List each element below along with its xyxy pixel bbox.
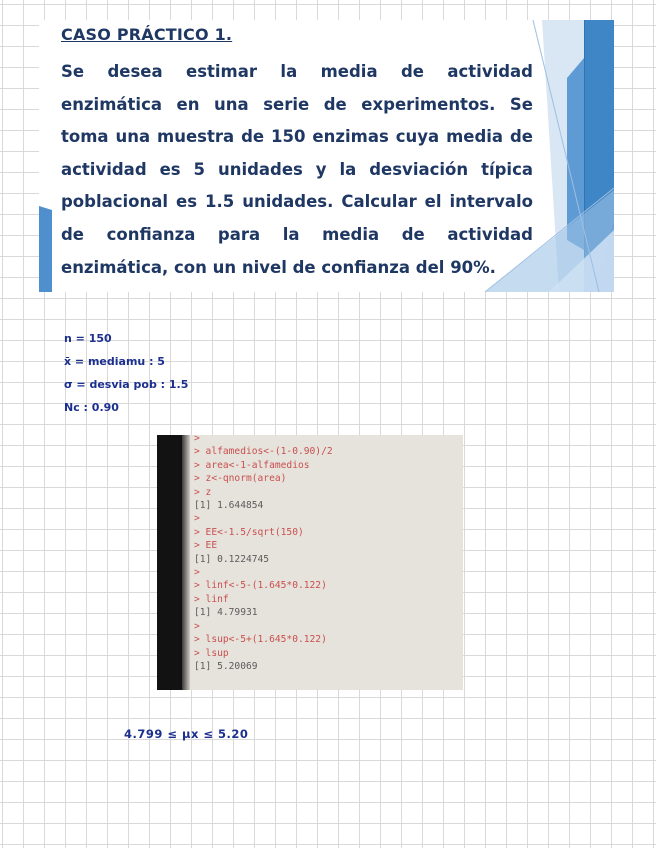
slide-text-block — [61, 25, 533, 284]
console-output — [194, 435, 333, 673]
console-command-line: > — [194, 620, 200, 632]
console-command-line: > z<-qnorm(area) — [194, 473, 287, 485]
console-command-line: > — [194, 435, 200, 444]
case-title: CASO PRÁCTICO 1. — [61, 25, 233, 44]
console-command-line: > — [194, 567, 200, 579]
console-result-line: [1] 5.20069 — [194, 660, 258, 672]
console-result-line: [1] 0.1224745 — [194, 553, 270, 565]
console-command-line: > EE<-1.5/sqrt(150) — [194, 526, 304, 538]
note-mean: x̄ = mediamu : 5 — [64, 355, 165, 368]
slide-panel — [39, 20, 614, 292]
note-n: n = 150 — [64, 332, 112, 345]
console-command-line: > EE — [194, 540, 218, 552]
console-command-line: > area<-1-alfamedios — [194, 459, 310, 471]
console-command-line: > linf — [194, 593, 229, 605]
note-confidence: Nc : 0.90 — [64, 401, 119, 414]
console-command-line: > — [194, 513, 200, 525]
console-dark-edge — [157, 435, 182, 690]
handwritten-answer: 4.799 ≤ μx ≤ 5.20 — [124, 727, 249, 741]
console-command-line: > lsup<-5+(1.645*0.122) — [194, 634, 327, 646]
console-command-line: > alfamedios<-(1-0.90)/2 — [194, 446, 333, 458]
console-result-line: [1] 1.644854 — [194, 500, 264, 512]
case-statement: Se desea estimar la media de actividad enzimática en una serie de experimentos. Se toma una muestra de 150 enzimas cuya media de actividad es 5 unidades y la desviación típica poblacional es 1.5 unidades. Calcular el intervalo de confianza para la media de actividad enzimática, con un nivel de confianza del 90%. — [61, 62, 533, 277]
console-shadow — [182, 435, 190, 690]
note-sd: σ = desvia pob : 1.5 — [64, 378, 189, 391]
r-console-photo — [157, 435, 463, 690]
console-command-line: > linf<-5-(1.645*0.122) — [194, 580, 327, 592]
console-result-line: [1] 4.79931 — [194, 607, 258, 619]
console-command-line: > z — [194, 486, 212, 498]
console-command-line: > lsup — [194, 647, 229, 659]
